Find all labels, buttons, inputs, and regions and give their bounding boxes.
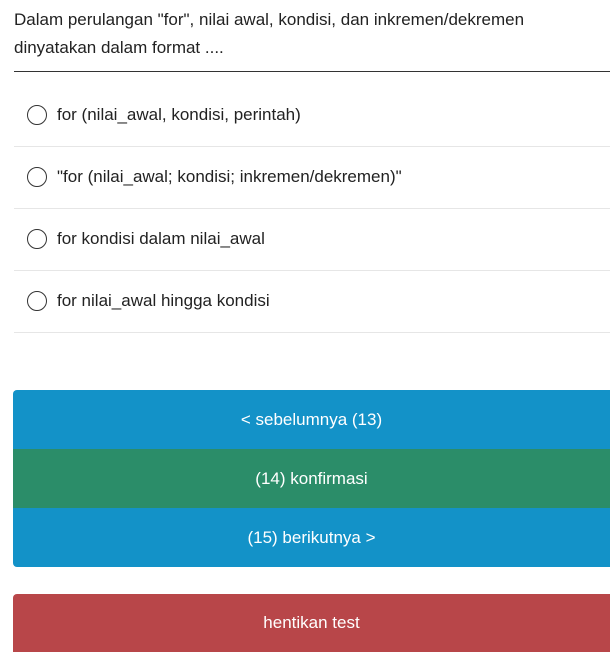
next-button[interactable]: (15) berikutnya > [13, 508, 610, 567]
question-divider [14, 71, 610, 72]
option-a[interactable] [14, 85, 610, 147]
option-label: for (nilai_awal, kondisi, perintah) [57, 105, 301, 124]
option-b[interactable] [14, 147, 610, 209]
option-label: "for (nilai_awal; kondisi; inkremen/dekremen)" [57, 167, 402, 186]
option-d[interactable] [14, 271, 610, 333]
option-label: for kondisi dalam nilai_awal [57, 229, 265, 248]
option-label: for nilai_awal hingga kondisi [57, 291, 270, 310]
radio-button-icon[interactable] [27, 229, 47, 249]
radio-button-icon[interactable] [27, 291, 47, 311]
radio-button-icon[interactable] [27, 105, 47, 125]
radio-button-icon[interactable] [27, 167, 47, 187]
confirm-button[interactable]: (14) konfirmasi [13, 449, 610, 508]
previous-button[interactable]: < sebelumnya (13) [13, 390, 610, 449]
option-c[interactable] [14, 209, 610, 271]
question-text: Dalam perulangan "for", nilai awal, kondisi, dan inkremen/dekremen dinyatakan dalam format .... [14, 10, 525, 57]
stop-test-button[interactable]: hentikan test [13, 594, 610, 652]
